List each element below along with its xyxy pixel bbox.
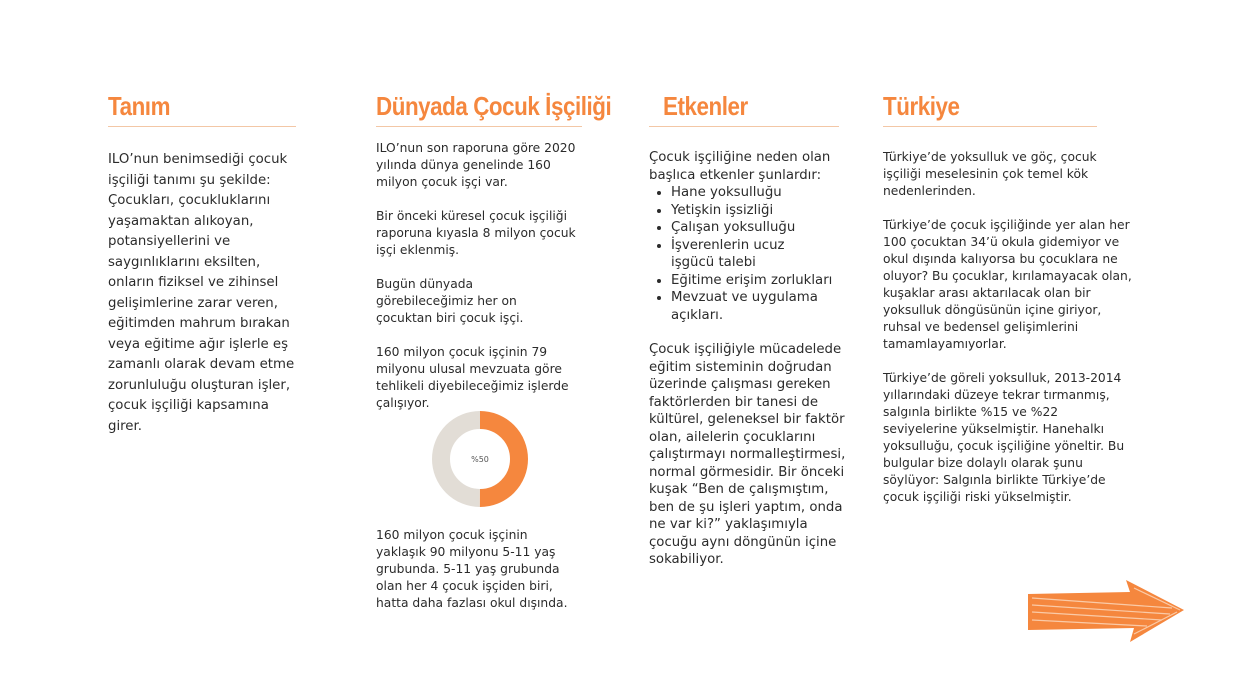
donut-chart-svg: [432, 411, 528, 507]
list-item: • Çalışan yoksulluğu: [671, 219, 849, 237]
section-title-etkenler: Etkenler: [663, 91, 748, 121]
list-item: • Eğitime erişim zorlukları: [671, 272, 849, 290]
dunyada-paragraph-1: ILO’nun son raporuna göre 2020 yılında dünya genelinde 160 milyon çocuk işçi var.: [376, 141, 576, 189]
column-etkenler: [649, 88, 849, 569]
dunyada-paragraph-2: Bir önceki küresel çocuk işçiliği raporuna kıyasla 8 milyon çocuk işçi eklenmiş.: [376, 209, 576, 257]
dunyada-paragraph-3: Bugün dünyada görebileceğimiz her on çocuktan biri çocuk işçi.: [376, 277, 524, 325]
dunyada-paragraph-4: 160 milyon çocuk işçinin 79 milyonu ulusal mevzuata göre tehlikeli diyebileceğimiz işlerde çalışıyor.: [376, 345, 569, 410]
tanim-paragraph: ILO’nun benimsediği çocuk işçiliği tanımı şu şekilde: Çocukları, çocukluklarını yaşamaktan alıkoyan, potansiyellerini ve saygınlıklarını eksilten, onların fiziksel ve zihinsel gelişimlerine zarar veren, eğitimden mahrum bırakan veya eğitime ağır işlerle eş zamanlı olarak devam etme zorunluluğu oluşturan işler, çocuk işçiliği kapsamına girer.: [108, 152, 295, 434]
list-item: • Mevzuat ve uygulama açıkları.: [671, 289, 831, 324]
title-divider: [649, 126, 839, 127]
title-divider: [108, 126, 296, 127]
arrow-icon: [1022, 578, 1188, 646]
hand-drawn-arrow-svg: [1022, 578, 1188, 646]
section-title-turkiye: Türkiye: [883, 91, 960, 121]
dunyada-after-chart: 160 milyon çocuk işçinin yaklaşık 90 milyonu 5-11 yaş grubunda. 5-11 yaş grubunda olan her 4 çocuk işçiden biri, hatta daha fazlası okul dışında.: [376, 528, 568, 610]
etkenler-paragraph: Çocuk işçiliğiyle mücadelede eğitim sisteminin doğrudan üzerinde çalışması gereken faktörlerden bir tanesi de kültürel, geleneksel bir faktör olan, ailelerin çocuklarını çalıştırmayı normalleştirmesi, normal görmesidir. Bir önceki kuşak “Ben de çalışmıştım, ben de şu işleri yaptım, onda ne var ki?” yaklaşımıyla çocuğu aynı döngünün içine sokabiliyor.: [649, 342, 846, 567]
turkiye-paragraph-1: Türkiye’de yoksulluk ve göç, çocuk işçiliği meselesinin çok temel kök nedenlerinden.: [883, 150, 1097, 198]
etkenler-intro: Çocuk işçiliğine neden olan başlıca etkenler şunlardır:: [649, 150, 831, 183]
list-item: • Yetişkin işsizliği: [671, 202, 849, 220]
list-item: • Hane yoksulluğu: [671, 184, 849, 202]
column-dunyada: [376, 88, 612, 412]
column-tanim: [108, 88, 298, 437]
column-turkiye: [883, 88, 1133, 506]
turkiye-paragraph-2: Türkiye’de çocuk işçiliğinde yer alan her 100 çocuktan 34’ü okula gidemiyor ve okul dışında kalıyorsa bu çocuklara ne oluyor? Bu çocuklar, kırılamayacak olan, kuşaklar arası aktarılacak olan bir yoksulluk döngüsünün içine giriyor, ruhsal ve bedensel gelişimlerini tamamlayamıyorlar.: [883, 218, 1132, 351]
etkenler-list: [649, 184, 849, 324]
section-title-dunyada: Dünyada Çocuk İşçiliği: [376, 91, 612, 121]
donut-center-label: %50: [471, 455, 489, 464]
title-divider: [883, 126, 1097, 127]
list-item: • İşverenlerin ucuz işgücü talebi: [671, 237, 821, 272]
section-title-tanim: Tanım: [108, 91, 171, 121]
turkiye-paragraph-3: Türkiye’de göreli yoksulluk, 2013-2014 yıllarındaki düzeye tekrar tırmanmış, salgınla birlikte %15 ve %22 seviyelerine yükselmiştir. Hanehalkı yoksulluğu, çocuk işçiliğine yöneltir. Bu bulgular bize dolaylı olarak şunu söylüyor: Salgınla birlikte Türkiye’de çocuk işçiliği riski yükselmiştir.: [883, 371, 1125, 504]
title-divider: [376, 126, 582, 127]
donut-chart: [432, 411, 528, 507]
